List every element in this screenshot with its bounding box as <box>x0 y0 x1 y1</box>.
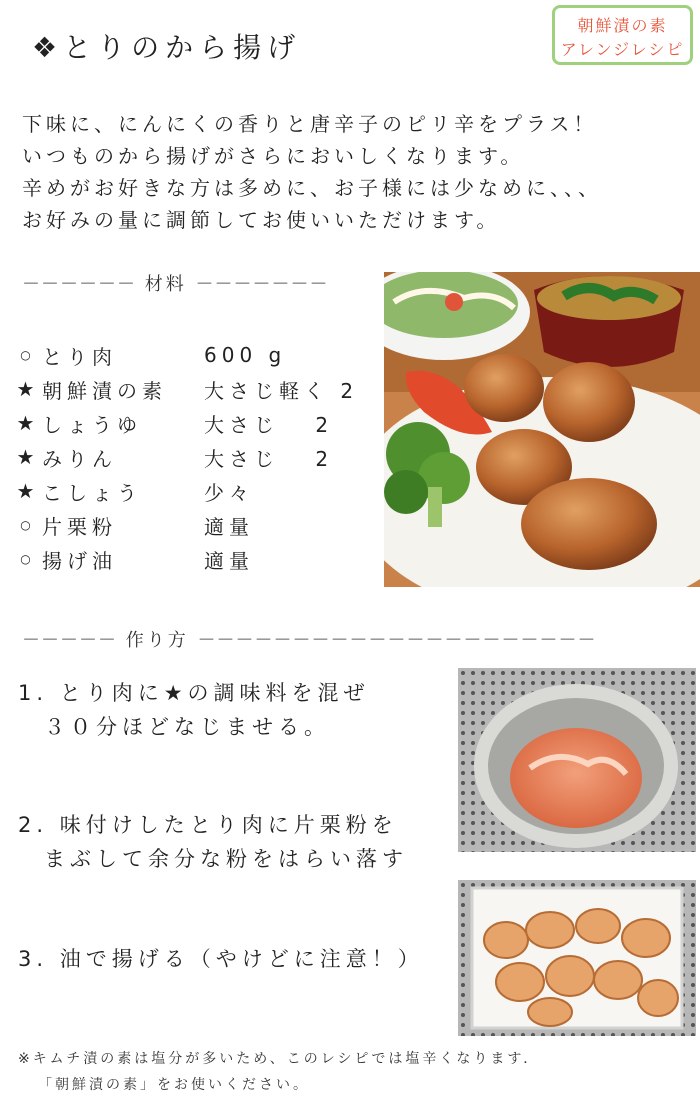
floured-chicken-photo <box>458 880 696 1036</box>
step-3 <box>18 942 424 976</box>
star-mark-icon: ★ <box>16 479 40 503</box>
step-line: 3. 油で揚げる（やけどに注意！） <box>18 947 424 971</box>
divider: －－－－－ <box>22 630 117 651</box>
tray-illustration <box>458 880 696 1036</box>
footnote-line: ※キムチ漬の素は塩分が多いため、このレシピでは塩辛くなります． <box>18 1051 541 1067</box>
ingredients-label: 材料 <box>144 274 187 295</box>
star-mark-icon: ★ <box>16 377 40 401</box>
ingredients-heading <box>22 270 328 296</box>
step-line: ３０分ほどなじませる。 <box>18 715 330 739</box>
intro-text <box>22 108 692 236</box>
ingredient-amount: 大さじ軽く 2 <box>204 378 359 403</box>
ingredient-row <box>14 440 374 474</box>
divider: －－－－－－－－－－－－－－－－－－－－－ <box>197 630 597 651</box>
star-mark-icon: ★ <box>16 445 40 469</box>
ingredient-name: 朝鮮漬の素 <box>42 378 167 403</box>
ingredient-name: 揚げ油 <box>42 548 117 573</box>
ingredient-name: とり肉 <box>42 344 117 369</box>
dish-illustration <box>384 272 700 587</box>
divider: －－－－－－－ <box>195 274 329 295</box>
method-label: 作り方 <box>125 630 189 651</box>
ingredient-row <box>14 542 374 576</box>
step-line: 1. とり肉に★の調味料を混ぜ <box>18 681 370 705</box>
footnote-line: 「朝鮮漬の素」をお使いください。 <box>38 1077 310 1093</box>
intro-line: いつものから揚げがさらにおいしくなります。 <box>22 144 525 168</box>
marinating-chicken-photo <box>458 668 696 852</box>
intro-line: 下味に、にんにくの香りと唐辛子のピリ辛をプラス！ <box>22 112 598 136</box>
arrange-recipe-badge <box>552 5 693 65</box>
ingredient-row <box>14 508 374 542</box>
ingredient-row <box>14 372 374 406</box>
karaage-dish-photo <box>384 272 700 587</box>
circle-mark-icon: ○ <box>20 552 36 566</box>
ingredient-row <box>14 338 374 372</box>
star-mark-icon: ★ <box>16 411 40 435</box>
ingredient-name: 片栗粉 <box>42 514 117 539</box>
step-line: 2. 味付けしたとり肉に片栗粉を <box>18 813 398 837</box>
ingredient-amount: 大さじ 2 <box>204 412 334 437</box>
page-title: ❖とりのから揚げ <box>32 31 302 64</box>
footnote <box>18 1046 540 1098</box>
bowl-illustration <box>458 668 696 852</box>
ingredient-amount: 少々 <box>204 480 254 505</box>
step-1 <box>18 676 370 744</box>
ingredient-amount: 大さじ 2 <box>204 446 334 471</box>
badge-line-2: アレンジレシピ <box>560 40 685 59</box>
step-line: まぶして余分な粉をはらい落す <box>18 847 408 871</box>
circle-mark-icon: ○ <box>20 348 36 362</box>
ingredient-amount: 適量 <box>204 548 254 573</box>
ingredient-name: こしょう <box>42 480 142 505</box>
ingredient-amount: 600 g <box>204 343 287 367</box>
ingredient-list <box>14 338 374 576</box>
ingredient-row <box>14 474 374 508</box>
intro-line: お好みの量に調節してお使いいただけます。 <box>22 208 501 232</box>
divider: －－－－－－ <box>22 274 136 295</box>
circle-mark-icon: ○ <box>20 518 36 532</box>
ingredient-name: しょうゆ <box>42 412 142 437</box>
ingredient-row <box>14 406 374 440</box>
badge-line-1: 朝鮮漬の素 <box>577 16 668 35</box>
method-heading <box>22 626 596 652</box>
step-2 <box>18 808 408 876</box>
ingredient-name: みりん <box>42 446 117 471</box>
ingredient-amount: 適量 <box>204 514 254 539</box>
intro-line: 辛めがお好きな方は多めに、お子様には少なめに、、、 <box>22 176 602 200</box>
